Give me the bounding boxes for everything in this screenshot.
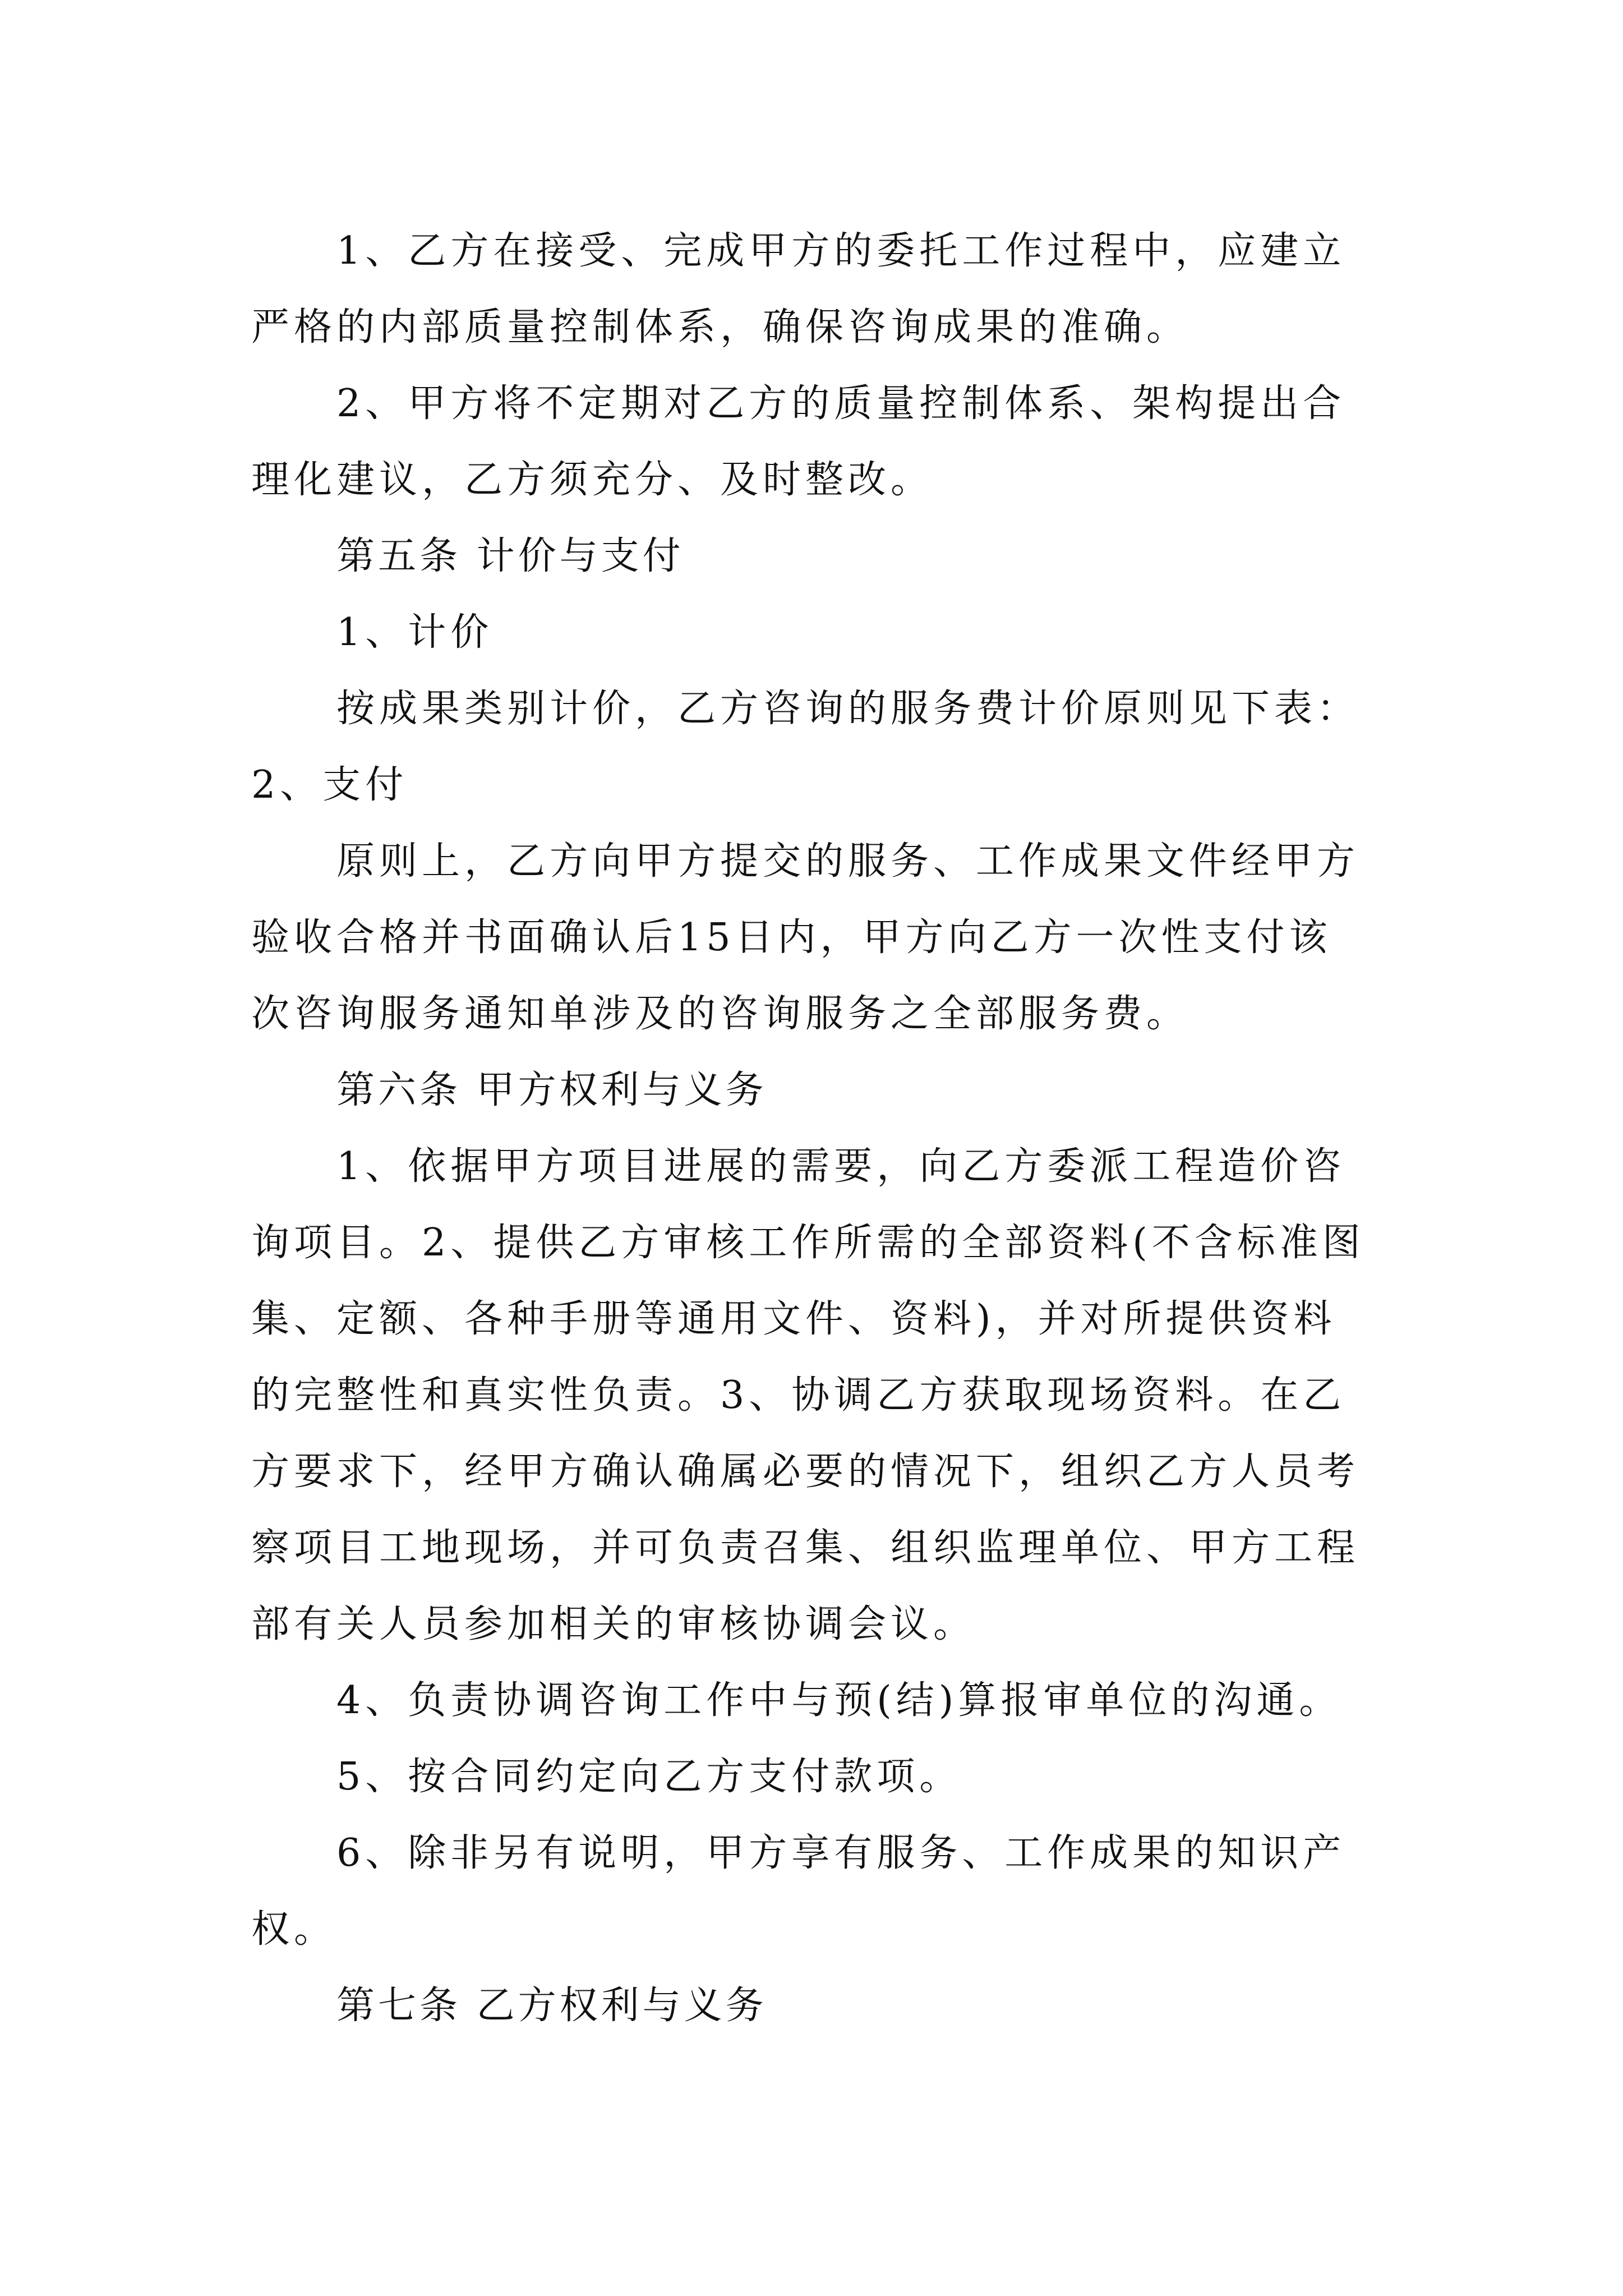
- paragraph-payment-terms: 原则上，乙方向甲方提交的服务、工作成果文件经甲方验收合格并书面确认后15日内，甲方向乙方一次性支付该次咨询服务通知单涉及的咨询服务之全部服务费。: [251, 839, 1360, 1036]
- paragraph-coordination: 4、负责协调咨询工作中与预(结)算报审单位的沟通。: [336, 1678, 1342, 1723]
- subheading-payment: 2、支付: [251, 763, 408, 807]
- subheading-pricing: 1、计价: [336, 610, 494, 655]
- paragraph-ip-rights: 6、除非另有说明，甲方享有服务、工作成果的知识产权。: [251, 1831, 1346, 1952]
- paragraph-quality-control: 1、乙方在接受、完成甲方的委托工作过程中，应建立严格的内部质量控制体系，确保咨询成果的准确。: [251, 229, 1346, 349]
- paragraph-improvement-advice: 2、甲方将不定期对乙方的质量控制体系、架构提出合理化建议，乙方须充分、及时整改。: [251, 381, 1346, 502]
- section-heading-6: 第六条 甲方权利与义务: [336, 1068, 767, 1112]
- section-heading-7: 第七条 乙方权利与义务: [336, 1984, 767, 2028]
- section-heading-5: 第五条 计价与支付: [336, 534, 684, 578]
- paragraph-pricing-principle: 按成果类别计价，乙方咨询的服务费计价原则见下表：: [336, 687, 1360, 731]
- document-body: [251, 213, 1373, 2044]
- paragraph-party-a-duties: 1、依据甲方项目进展的需要，向乙方委派工程造价咨询项目。2、提供乙方审核工作所需的全部资料(不含标准图集、定额、各种手册等通用文件、资料)，并对所提供资料的完整性和真实性负责。3、协调乙方获取现场资料。在乙方要求下，经甲方确认确属必要的情况下，组织乙方人员考察项目工地现场，并可负责召集、组织监理单位、甲方工程部有关人员参加相关的审核协调会议。: [251, 1144, 1365, 1646]
- paragraph-payment-obligation: 5、按合同约定向乙方支付款项。: [336, 1755, 962, 1799]
